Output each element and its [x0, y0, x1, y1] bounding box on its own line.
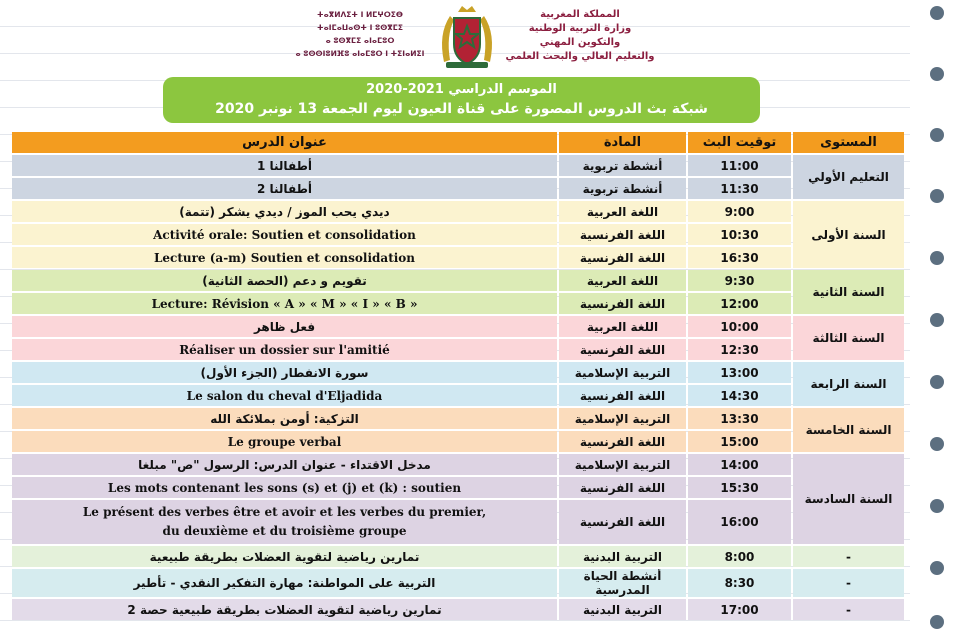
binder-ring-hole-icon [930, 499, 944, 513]
subject-cell: اللغة الفرنسية [559, 247, 686, 268]
binder-strip [910, 0, 960, 630]
ministry-header [290, 4, 660, 70]
lesson-cell: Lecture (a-m) Soutien et consolidation [12, 247, 557, 268]
time-cell: 14:00 [688, 454, 791, 475]
header-level: المستوى [793, 132, 904, 153]
lesson-cell: مدخل الاقتداء - عنوان الدرس: الرسول "ص" مبلغا [12, 454, 557, 475]
schedule-title-banner [163, 77, 760, 123]
binder-ring-hole-icon [930, 313, 944, 327]
subject-cell: التربية الإسلامية [559, 454, 686, 475]
table-row [12, 385, 904, 406]
level-cell: السنة الثانية [793, 270, 904, 314]
time-cell: 12:30 [688, 339, 791, 360]
level-cell: السنة السادسة [793, 454, 904, 544]
time-cell: 14:30 [688, 385, 791, 406]
time-cell: 11:00 [688, 155, 791, 176]
binder-ring-hole-icon [930, 6, 944, 20]
time-cell: 15:00 [688, 431, 791, 452]
table-row [12, 599, 904, 620]
lesson-cell [12, 500, 557, 544]
lesson-cell: ديدي يحب الموز / ديدي يشكر (تتمة) [12, 201, 557, 222]
header-lesson-title: عنوان الدرس [12, 132, 557, 153]
time-cell: 16:30 [688, 247, 791, 268]
level-cell: السنة الخامسة [793, 408, 904, 452]
binder-ring-hole-icon [930, 615, 944, 629]
time-cell: 10:00 [688, 316, 791, 337]
school-year-title: الموسم الدراسي 2021-2020 [366, 82, 557, 97]
lesson-cell: تمارين رياضية لتقوية العضلات بطريقة طبيعية [12, 546, 557, 567]
subject-cell: اللغة الفرنسية [559, 500, 686, 544]
table-row [12, 247, 904, 268]
table-row [12, 431, 904, 452]
lesson-cell: Le groupe verbal [12, 431, 557, 452]
table-row [12, 224, 904, 245]
binder-ring-hole-icon [930, 375, 944, 389]
binder-ring-hole-icon [930, 128, 944, 142]
subject-cell: اللغة العربية [559, 270, 686, 291]
level-cell: - [793, 599, 904, 620]
table-row [12, 293, 904, 314]
subject-cell: أنشطة تربوية [559, 178, 686, 199]
subject-cell: التربية الإسلامية [559, 362, 686, 383]
time-cell: 16:00 [688, 500, 791, 544]
lesson-cell: تقويم و دعم (الحصة الثانية) [12, 270, 557, 291]
lesson-cell: سورة الانفطار (الجزء الأول) [12, 362, 557, 383]
table-row [12, 155, 904, 176]
binder-ring-hole-icon [930, 67, 944, 81]
table-row [12, 569, 904, 597]
lesson-cell: فعل ظاهر [12, 316, 557, 337]
lesson-cell: التزكية: أومن بملائكة الله [12, 408, 557, 429]
ministry-line: المملكة المغربية [540, 9, 620, 20]
subject-cell: التربية البدنية [559, 546, 686, 567]
subject-cell: اللغة العربية [559, 201, 686, 222]
level-cell: السنة الثالثة [793, 316, 904, 360]
binder-ring-hole-icon [930, 437, 944, 451]
subject-cell: اللغة الفرنسية [559, 224, 686, 245]
lesson-cell: Lecture: Révision « A » « M » « I » « B » [12, 293, 557, 314]
tifinagh-line: ⴰ ⵓⵙⴳⵎⵉ ⴰⵏⴰⵎⵓⵔ [325, 36, 395, 45]
lesson-cell: Activité orale: Soutien et consolidation [12, 224, 557, 245]
lesson-cell: أطفالنا 1 [12, 155, 557, 176]
time-cell: 10:30 [688, 224, 791, 245]
tifinagh-line: ⵜⴰⴳⵍⴷⵉⵜ ⵏ ⵍⵎⵖⵔⵉⴱ [317, 10, 403, 19]
tifinagh-ministry-name [290, 8, 430, 60]
time-cell: 8:30 [688, 569, 791, 597]
binder-ring-hole-icon [930, 251, 944, 265]
level-cell: السنة الرابعة [793, 362, 904, 406]
table-row [12, 362, 904, 383]
time-cell: 15:30 [688, 477, 791, 498]
binder-ring-hole-icon [930, 189, 944, 203]
time-cell: 9:00 [688, 201, 791, 222]
header-subject: المادة [559, 132, 686, 153]
arabic-ministry-name [500, 8, 660, 64]
ministry-line: وزارة التربية الوطنية [528, 23, 632, 34]
level-cell: التعليم الأولي [793, 155, 904, 199]
time-cell: 13:00 [688, 362, 791, 383]
lesson-cell-line: Le présent des verbes être et avoir et les verbes du premier, [82, 505, 487, 519]
subject-cell: اللغة الفرنسية [559, 431, 686, 452]
table-row [12, 408, 904, 429]
level-cell: - [793, 546, 904, 567]
subject-cell: التربية البدنية [559, 599, 686, 620]
subject-cell: أنشطة تربوية [559, 155, 686, 176]
time-cell: 17:00 [688, 599, 791, 620]
subject-cell: اللغة العربية [559, 316, 686, 337]
lesson-cell: أطفالنا 2 [12, 178, 557, 199]
broadcast-schedule-table [10, 130, 906, 622]
time-cell: 8:00 [688, 546, 791, 567]
time-cell: 9:30 [688, 270, 791, 291]
table-row [12, 500, 904, 544]
table-row [12, 270, 904, 291]
table-row [12, 178, 904, 199]
subject-cell: اللغة الفرنسية [559, 477, 686, 498]
tifinagh-line: ⵜⴰⵏⵎⴰⵡⴰⵙⵜ ⵏ ⵓⵙⴳⵎⵉ [317, 23, 403, 32]
subject-cell: أنشطة الحياة المدرسية [559, 569, 686, 597]
time-cell: 13:30 [688, 408, 791, 429]
subject-cell: التربية الإسلامية [559, 408, 686, 429]
level-cell: السنة الأولى [793, 201, 904, 268]
ministry-line: والتعليم العالي والبحث العلمي [505, 51, 655, 62]
lesson-cell-line: du deuxième et du troisième groupe [162, 524, 407, 538]
table-row [12, 454, 904, 475]
table-row [12, 477, 904, 498]
table-row [12, 316, 904, 337]
table-row [12, 546, 904, 567]
binder-ring-hole-icon [930, 561, 944, 575]
tifinagh-line: ⴰ ⵓⵙⵙⵏⵓⵍⴼⵓ ⴰⵏⴰⵎⵓⵔ ⵏ ⵜⵉⵏⴰⵍⵉⵏ [295, 49, 425, 58]
lesson-cell: تمارين رياضية لتقوية العضلات بطريقة طبيعية حصة 2 [12, 599, 557, 620]
subject-cell: اللغة الفرنسية [559, 293, 686, 314]
ministry-line: والتكوين المهني [539, 37, 621, 48]
level-cell: - [793, 569, 904, 597]
lesson-cell: Le salon du cheval d'Eljadida [12, 385, 557, 406]
lesson-cell: Réaliser un dossier sur l'amitié [12, 339, 557, 360]
header-broadcast-time: توقيت البث [688, 132, 791, 153]
lesson-cell: التربية على المواطنة: مهارة التفكير النقدي - تأطير [12, 569, 557, 597]
time-cell: 11:30 [688, 178, 791, 199]
subject-cell: اللغة الفرنسية [559, 385, 686, 406]
broadcast-schedule-title: شبكة بث الدروس المصورة على قناة العيون ليوم الجمعة 13 نونبر 2020 [215, 101, 708, 117]
table-row [12, 339, 904, 360]
table-row [12, 201, 904, 222]
table-header-row [12, 132, 904, 153]
subject-cell: اللغة الفرنسية [559, 339, 686, 360]
time-cell: 12:00 [688, 293, 791, 314]
lesson-cell: Les mots contenant les sons (s) et (j) et (k) : soutien [12, 477, 557, 498]
moroccan-coat-of-arms-icon [436, 4, 498, 70]
